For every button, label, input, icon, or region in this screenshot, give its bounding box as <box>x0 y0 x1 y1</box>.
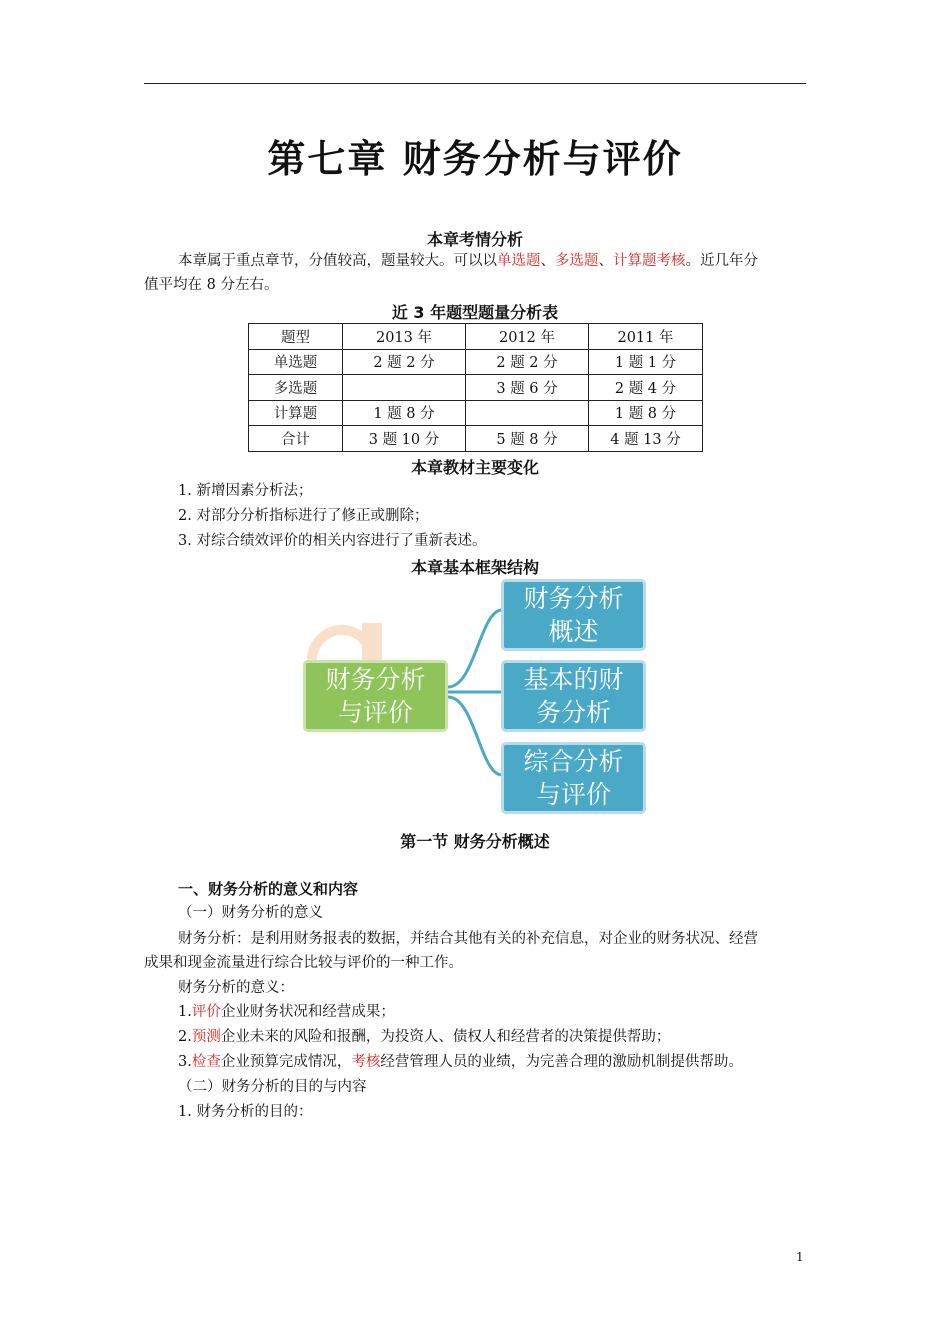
table-row <box>249 375 703 401</box>
table-cell <box>343 375 466 401</box>
page-number: 1 <box>796 1250 804 1264</box>
section-title: 第一节 财务分析概述 <box>400 832 550 851</box>
node-label: 与评价 <box>337 698 413 727</box>
table-cell: 3 题 10 分 <box>343 426 466 452</box>
table-header-cell: 2013 年 <box>343 324 466 350</box>
table-cell: 5 题 8 分 <box>466 426 589 452</box>
table-cell: 1 题 8 分 <box>589 400 703 426</box>
table-header-cell: 题型 <box>249 324 343 350</box>
type-single-choice: 单选题 <box>497 253 541 269</box>
node-label: 财务分析 <box>523 584 624 613</box>
framework-node-basic <box>501 660 646 732</box>
table-cell: 4 题 13 分 <box>589 426 703 452</box>
table-header-cell: 2011 年 <box>589 324 703 350</box>
table-cell: 计算题 <box>249 400 343 426</box>
section-h1: 一、财务分析的意义和内容 <box>178 880 359 898</box>
item-number: 2. <box>178 1029 192 1045</box>
subsection-2: （二）财务分析的目的与内容 <box>178 1079 367 1095</box>
chapter-title: 第七章 财务分析与评价 <box>267 137 683 181</box>
framework-root-node <box>303 660 448 732</box>
type-calculation: 计算题考核 <box>613 253 686 269</box>
definition-line2: 成果和现金流量进行综合比较与评价的一种工作。 <box>144 955 463 971</box>
change-item: 2. 对部分分析指标进行了修正或删除； <box>178 508 429 524</box>
change-item: 3. 对综合绩效评价的相关内容进行了重新表述。 <box>178 533 487 549</box>
table-header-cell: 2012 年 <box>466 324 589 350</box>
node-label: 基本的财 <box>523 665 624 694</box>
meaning-item-3 <box>178 1051 878 1074</box>
purpose-item: 1. 财务分析的目的： <box>178 1104 313 1120</box>
exam-intro-line2: 值平均在 8 分左右。 <box>144 277 279 293</box>
node-label: 与评价 <box>535 780 611 809</box>
table-row <box>249 426 703 452</box>
table-cell: 1 题 8 分 <box>343 400 466 426</box>
framework-node-comprehensive <box>501 742 646 814</box>
keyword-highlight: 预测 <box>191 1029 221 1045</box>
node-label: 综合分析 <box>523 747 624 776</box>
node-label: 务分析 <box>535 698 611 727</box>
table-cell: 合计 <box>249 426 343 452</box>
table-cell: 1 题 1 分 <box>589 349 703 375</box>
exam-analysis-heading: 本章考情分析 <box>426 230 523 249</box>
meaning-item-2 <box>178 1026 878 1049</box>
connector-line <box>448 610 502 687</box>
table-cell: 单选题 <box>249 349 343 375</box>
exam-stats-table <box>248 323 703 452</box>
intro-tail: 。近几年分 <box>685 253 758 269</box>
item-text: 企业财务状况和经营成果； <box>220 1004 395 1020</box>
framework-node-overview <box>501 579 646 651</box>
keyword-highlight: 检查 <box>191 1054 221 1070</box>
table-row <box>249 400 703 426</box>
connector-line <box>448 697 502 775</box>
keyword-highlight: 考核 <box>351 1054 381 1070</box>
meaning-label: 财务分析的意义： <box>178 980 294 996</box>
separator: 、 <box>540 253 555 269</box>
subsection-1: （一）财务分析的意义 <box>178 905 323 921</box>
intro-lead: 本章属于重点章节，分值较高，题量较大。可以以 <box>178 253 497 269</box>
exam-intro-line1 <box>178 250 878 273</box>
meaning-item-1 <box>178 1001 878 1024</box>
table-header-row <box>249 324 703 350</box>
item-text: 企业未来的风险和报酬，为投资人、债权人和经营者的决策提供帮助； <box>220 1029 671 1045</box>
table-title: 近 3 年题型题量分析表 <box>391 303 559 322</box>
changes-heading: 本章教材主要变化 <box>410 458 539 477</box>
change-item: 1. 新增因素分析法； <box>178 483 313 499</box>
table-cell: 2 题 2 分 <box>466 349 589 375</box>
type-multi-choice: 多选题 <box>555 253 599 269</box>
node-label: 概述 <box>548 617 599 646</box>
header-rule <box>144 83 806 84</box>
table-cell: 2 题 4 分 <box>589 375 703 401</box>
framework-heading: 本章基本框架结构 <box>410 558 539 577</box>
table-cell: 多选题 <box>249 375 343 401</box>
item-text: 经营管理人员的业绩，为完善合理的激励机制提供帮助。 <box>380 1054 743 1070</box>
node-label: 财务分析 <box>325 665 426 694</box>
table-cell: 2 题 2 分 <box>343 349 466 375</box>
table-cell: 3 题 6 分 <box>466 375 589 401</box>
item-number: 3. <box>178 1054 192 1070</box>
separator: 、 <box>598 253 613 269</box>
item-text: 企业预算完成情况， <box>220 1054 352 1070</box>
table-cell <box>466 400 589 426</box>
table-row <box>249 349 703 375</box>
definition-line1: 财务分析：是利用财务报表的数据，并结合其他有关的补充信息，对企业的财务状况、经营 <box>178 931 758 947</box>
item-number: 1. <box>178 1004 192 1020</box>
keyword-highlight: 评价 <box>191 1004 221 1020</box>
